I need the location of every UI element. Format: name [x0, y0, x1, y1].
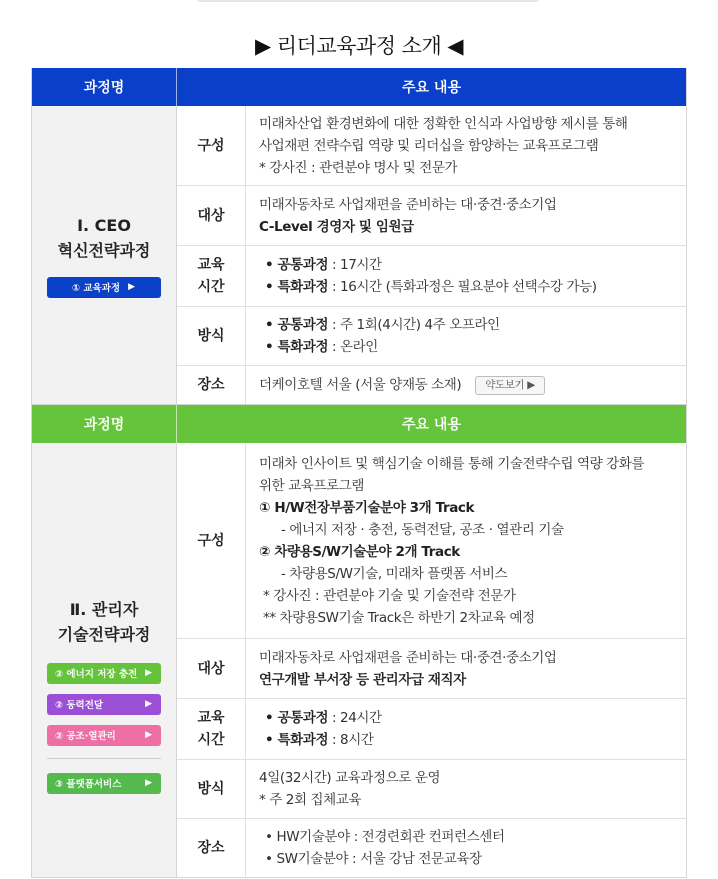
course-cell	[32, 106, 177, 404]
row-method: 방식 4일(32시간) 교육과정으로 운영 * 주 2회 집체교육	[177, 760, 686, 819]
curriculum-button[interactable]: ① 교육과정 ▶	[47, 277, 161, 298]
arrow-right-icon: ▶	[145, 730, 152, 740]
map-button[interactable]: 약도보기 ▶	[475, 376, 545, 395]
arrow-right-icon: ▶	[527, 379, 535, 391]
row-hours: 교육 시간 • 공통과정 : 24시간 • 특화과정 : 8시간	[177, 699, 686, 760]
table-header	[32, 405, 686, 443]
page-title: ▶ 리더교육과정 소개 ◀	[254, 34, 464, 58]
power-transmission-button[interactable]: ② 동력전달 ▶	[47, 694, 161, 715]
header-course-name: 과정명	[32, 405, 177, 443]
top-divider	[198, 0, 538, 2]
row-place: 장소 더케이호텔 서울 (서울 양재동 소재) 약도보기 ▶	[177, 366, 686, 404]
row-hours: 교육 시간 • 공통과정 : 17시간 • 특화과정 : 16시간 (특화과정은 필요분야 선택수강 가능)	[177, 246, 686, 307]
header-main-content: 주요 내용	[402, 417, 461, 433]
arrow-right-icon: ▶	[145, 699, 152, 709]
row-composition: 구성 미래차산업 환경변화에 대한 정확한 인식과 사업방향 제시를 통해 사업재편 전략수립 역량 및 리더십을 함양하는 교육프로그램 * 강사진 : 관련분야 명사 및 전문가	[177, 106, 686, 186]
table-header	[32, 68, 686, 106]
row-method: 방식 • 공통과정 : 주 1회(4시간) 4주 오프라인 • 특화과정 : 온라인	[177, 307, 686, 366]
arrow-right-icon: ▶	[128, 282, 135, 292]
course-cell	[32, 443, 177, 877]
header-course-name: 과정명	[32, 68, 177, 106]
platform-service-button[interactable]: ③ 플랫폼서비스 ▶	[47, 773, 161, 794]
ceo-course-table	[31, 68, 687, 405]
row-place: 장소 • HW기술분야 : 전경련회관 컨퍼런스센터 • SW기술분야 : 서울 강남 전문교육장	[177, 819, 686, 877]
manager-course-table	[31, 405, 687, 878]
row-target: 대상 미래자동차로 사업재편을 준비하는 대·중견·중소기업 연구개발 부서장 등 관리자급 재직자	[177, 639, 686, 699]
row-target: 대상 미래자동차로 사업재편을 준비하는 대·중견·중소기업 C-Level 경영자 및 임원급	[177, 186, 686, 246]
course-title: Ⅱ. 관리자 기술전략과정	[57, 599, 151, 644]
arrow-right-icon: ▶	[145, 778, 152, 788]
thermal-management-button[interactable]: ② 공조·열관리 ▶	[47, 725, 161, 746]
button-divider	[47, 758, 161, 759]
row-composition: 구성 미래차 인사이트 및 핵심기술 이해를 통해 기술전략수립 역량 강화를 위한 교육프로그램 ① H/W전장부품기술분야 3개 Track - 에너지 저장 · 충전, 동력전달, 공조 · 열관리 기술 ② 차량용S/W기술분야 2개 Track - 차량용S/W기술, 미래차 플랫폼 서비스 * 강사진 : 관련분야 기술 및 기술전략 전문가 ** 차량용SW기술 Track은 하반기 2차교육 예정	[177, 443, 686, 639]
header-main-content: 주요 내용	[402, 80, 461, 96]
arrow-right-icon: ▶	[145, 668, 152, 678]
energy-storage-button[interactable]: ② 에너지 저장 충전 ▶	[47, 663, 161, 684]
course-title: Ⅰ. CEO 혁신전략과정	[57, 215, 151, 260]
